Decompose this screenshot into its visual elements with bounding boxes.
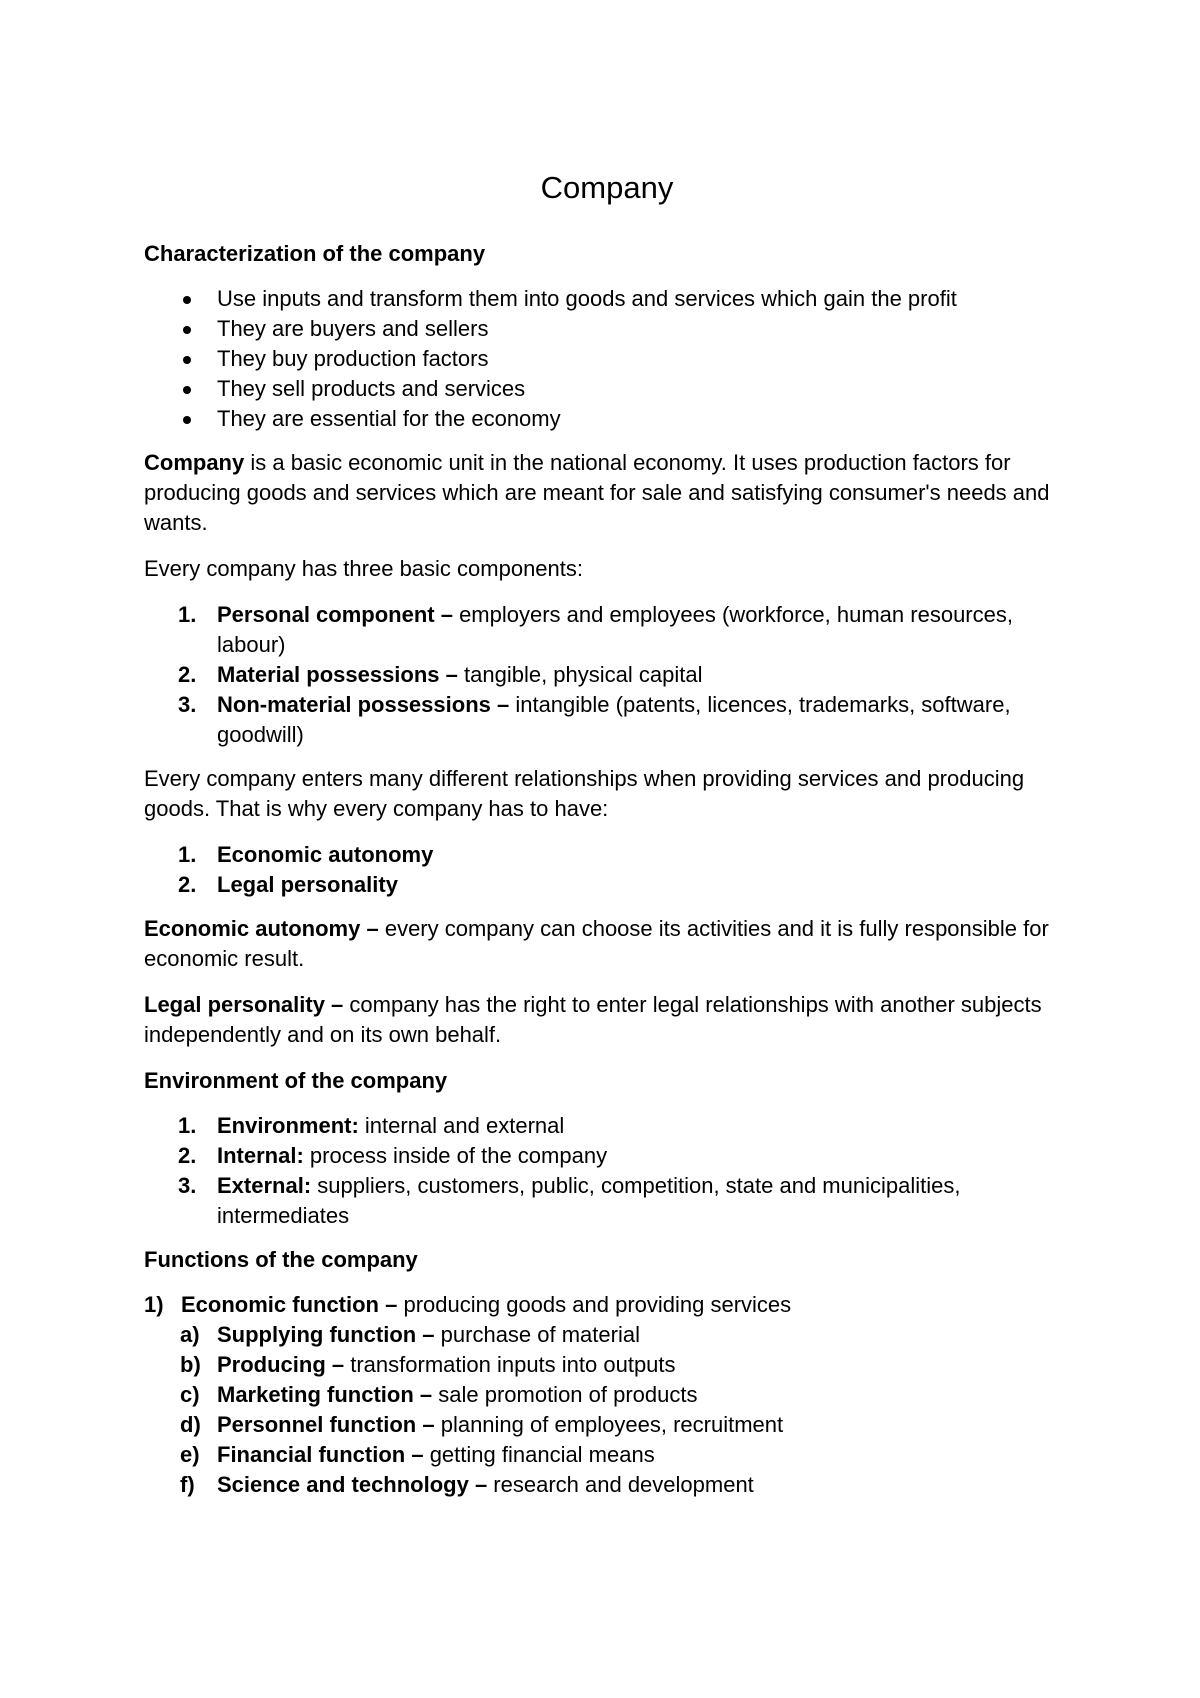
list-item: They buy production factors — [144, 344, 1070, 374]
list-item: e) Financial function – getting financial means — [180, 1442, 655, 1467]
list-item: They sell products and services — [144, 374, 1070, 404]
list-item: They are essential for the economy — [144, 404, 1070, 434]
list-item: 1. Environment: internal and external — [178, 1113, 565, 1138]
section-heading-characterization: Characterization of the company — [144, 241, 486, 266]
list-item: 3. External: suppliers, customers, public, competition, state and municipalities, intermediates — [178, 1173, 961, 1228]
environment-list — [144, 1111, 1070, 1231]
list-item: 2. Material possessions – tangible, physical capital — [178, 662, 703, 687]
company-definition: Company is a basic economic unit in the national economy. It uses production factors for producing goods and services which are meant for sale and satisfying consumer's needs and wants. — [144, 450, 1050, 535]
components-intro: Every company has three basic components: — [144, 556, 584, 581]
bullet-icon — [183, 296, 191, 304]
legal-personality-paragraph: Legal personality – company has the right to enter legal relationships with another subjects independently and on its own behalf. — [144, 992, 1042, 1047]
bullet-icon — [183, 326, 191, 334]
relationships-list — [144, 840, 1070, 900]
list-item: c) Marketing function – sale promotion of products — [180, 1382, 698, 1407]
list-item: 2. Internal: process inside of the company — [178, 1143, 608, 1168]
list-item: 2. Legal personality — [178, 872, 398, 897]
list-item: b) Producing – transformation inputs into outputs — [180, 1352, 676, 1377]
bullet-icon — [183, 386, 191, 394]
economic-function-item: 1) Economic function – producing goods and providing services — [144, 1292, 792, 1317]
list-item: Use inputs and transform them into goods and services which gain the profit — [144, 284, 1070, 314]
list-item: a) Supplying function – purchase of material — [180, 1322, 640, 1347]
section-heading-environment: Environment of the company — [144, 1068, 448, 1093]
list-item: 1. Personal component – employers and employees (workforce, human resources, labour) — [178, 602, 1013, 657]
bullet-icon — [183, 356, 191, 364]
relationships-intro: Every company enters many different relationships when providing services and producing goods. That is why every company has to have: — [144, 766, 1025, 821]
list-item: d) Personnel function – planning of employees, recruitment — [180, 1412, 784, 1437]
list-item: 3. Non-material possessions – intangible (patents, licences, trademarks, software, goodwill) — [178, 692, 1011, 747]
components-list — [144, 600, 1070, 750]
characterization-list — [144, 284, 1070, 434]
economic-autonomy-paragraph: Economic autonomy – every company can choose its activities and it is fully responsible for economic result. — [144, 916, 1049, 971]
list-item: They are buyers and sellers — [144, 314, 1070, 344]
functions-sublist — [144, 1320, 1070, 1500]
bullet-icon — [183, 416, 191, 424]
page-title: Company — [540, 170, 674, 205]
list-item: 1. Economic autonomy — [178, 842, 434, 867]
section-heading-functions: Functions of the company — [144, 1247, 418, 1272]
list-item: f) Science and technology – research and development — [180, 1472, 754, 1497]
